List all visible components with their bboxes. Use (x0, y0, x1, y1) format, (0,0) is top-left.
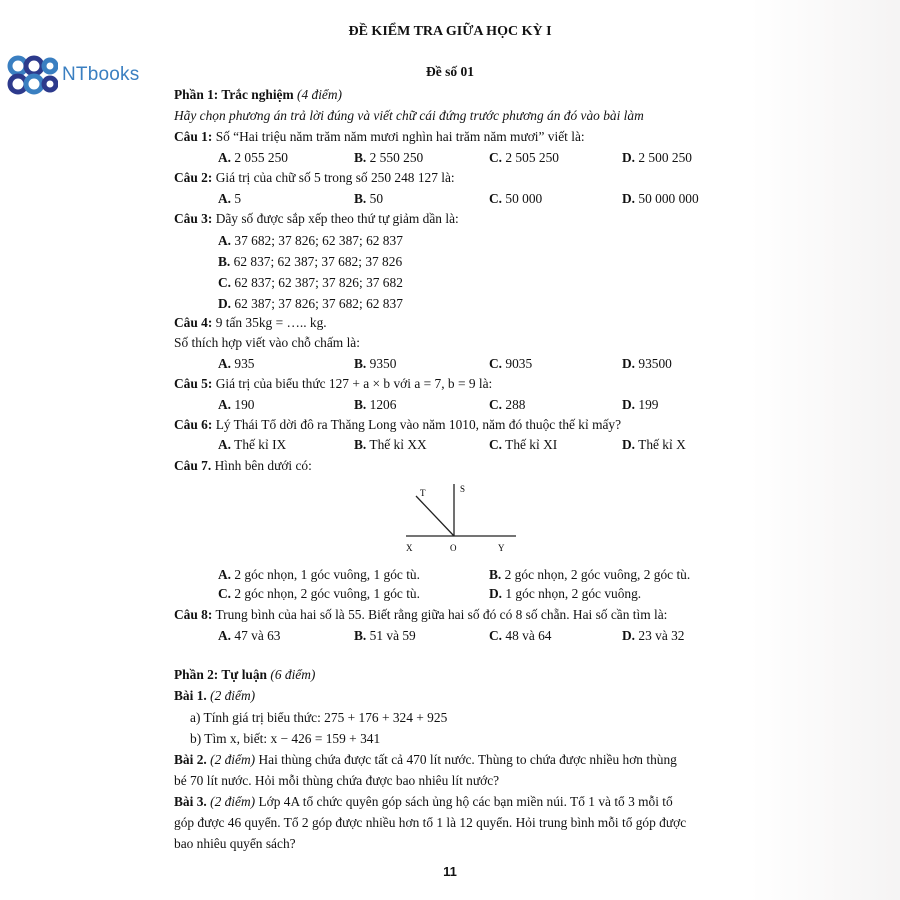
q2-option-d: D. 50 000 000 (622, 191, 699, 206)
bai1-heading: Bài 1. (2 điểm) (174, 688, 256, 703)
q2-option-c: C. 50 000 (489, 191, 543, 206)
q5-option-b: B. 1206 (354, 397, 397, 412)
bai3-line3: bao nhiêu quyển sách? (174, 836, 296, 851)
label-x: X (406, 543, 413, 553)
exam-subtitle: Đề số 01 (426, 64, 474, 79)
q1-option-d: D. 2 500 250 (622, 150, 692, 165)
question-4: Câu 4: 9 tấn 35kg = ….. kg. (174, 315, 327, 330)
bai3-line1: Bài 3. (2 điểm) Lớp 4A tổ chức quyên góp sách ủng hộ các bạn miền núi. Tổ 1 và tổ 3 mỗi tổ (174, 794, 673, 809)
page-edge-shadow (750, 0, 900, 900)
q4-option-c: C. 9035 (489, 356, 533, 371)
q8-option-b: B. 51 và 59 (354, 628, 416, 643)
q7-option-b: B. 2 góc nhọn, 2 góc vuông, 2 góc tù. (489, 567, 691, 582)
q6-option-b: B. Thế kỉ XX (354, 437, 427, 452)
question-3: Câu 3: Dãy số được sắp xếp theo thứ tự giảm dần là: (174, 211, 459, 226)
q3-option-c: C. 62 837; 62 387; 37 826; 37 682 (218, 275, 403, 290)
bai2-line1: Bài 2. (2 điểm) Hai thùng chứa được tất cả 470 lít nước. Thùng to chứa được nhiều hơn thùng (174, 752, 677, 767)
ray-ot (416, 496, 454, 536)
q1-option-b: B. 2 550 250 (354, 150, 424, 165)
q3-option-b: B. 62 837; 62 387; 37 682; 37 826 (218, 254, 403, 269)
label-y: Y (498, 543, 505, 553)
q8-option-c: C. 48 và 64 (489, 628, 552, 643)
q4-option-b: B. 9350 (354, 356, 397, 371)
part2-heading: Phần 2: Tự luận (6 điểm) (174, 667, 316, 682)
q8-option-d: D. 23 và 32 (622, 628, 685, 643)
q7-option-d: D. 1 góc nhọn, 2 góc vuông. (489, 586, 642, 601)
bai3-line2: góp được 46 quyển. Tổ 2 góp được nhiều hơn tổ 1 là 12 quyển. Hỏi trung bình mỗi tổ góp được (174, 815, 687, 830)
q1-option-a: A. 2 055 250 (218, 150, 288, 165)
q5-option-c: C. 288 (489, 397, 526, 412)
q4-option-d: D. 93500 (622, 356, 672, 371)
q7-option-a: A. 2 góc nhọn, 1 góc vuông, 1 góc tù. (218, 567, 420, 582)
bai1-part-b: b) Tìm x, biết: x − 426 = 159 + 341 (190, 731, 381, 746)
q5-option-d: D. 199 (622, 397, 659, 412)
q8-option-a: A. 47 và 63 (218, 628, 281, 643)
q3-option-d: D. 62 387; 37 826; 37 682; 62 837 (218, 296, 403, 311)
q2-option-a: A. 5 (218, 191, 242, 206)
q1-option-c: C. 2 505 250 (489, 150, 559, 165)
q6-option-a: A. Thế kỉ IX (218, 437, 287, 452)
part1-heading: Phần 1: Trắc nghiệm (4 điểm) (174, 87, 343, 102)
q4-option-a: A. 935 (218, 356, 255, 371)
q3-option-a: A. 37 682; 37 826; 62 387; 62 837 (218, 233, 403, 248)
angle-figure (396, 478, 526, 558)
part1-instruction: Hãy chọn phương án trả lời đúng và viết chữ cái đứng trước phương án đó vào bài làm (174, 108, 644, 123)
q7-option-c: C. 2 góc nhọn, 2 góc vuông, 1 góc tù. (218, 586, 420, 601)
label-s: S (460, 484, 466, 494)
q5-option-a: A. 190 (218, 397, 255, 412)
q6-option-d: D. Thế kỉ X (622, 437, 686, 452)
q2-option-b: B. 50 (354, 191, 384, 206)
page-number: 11 (443, 864, 457, 879)
question-6: Câu 6: Lý Thái Tổ dời đô ra Thăng Long vào năm 1010, năm đó thuộc thế kỉ mấy? (174, 417, 622, 432)
question-1: Câu 1: Số “Hai triệu năm trăm năm mươi nghìn hai trăm năm mươi” viết là: (174, 129, 585, 144)
bai2-line2: bé 70 lít nước. Hỏi mỗi thùng chứa được bao nhiêu lít nước? (174, 773, 500, 788)
exam-title: ĐỀ KIỂM TRA GIỮA HỌC KỲ I (348, 24, 552, 39)
label-t: T (420, 488, 426, 498)
question-5: Câu 5: Giá trị của biểu thức 127 + a × b với a = 7, b = 9 là: (174, 376, 493, 391)
question-4-subtext: Số thích hợp viết vào chỗ chấm là: (174, 335, 360, 350)
brand-name: NTbooks (62, 64, 140, 85)
q6-option-c: C. Thế kỉ XI (489, 437, 558, 452)
question-7: Câu 7. Hình bên dưới có: (174, 458, 312, 473)
question-2: Câu 2: Giá trị của chữ số 5 trong số 250 248 127 là: (174, 170, 455, 185)
bai1-part-a: a) Tính giá trị biểu thức: 275 + 176 + 324 + 925 (190, 710, 448, 725)
label-o: O (450, 543, 457, 553)
question-8: Câu 8: Trung bình của hai số là 55. Biết rằng giữa hai số đó có 8 số chẵn. Hai số cần tìm là: (174, 607, 668, 622)
